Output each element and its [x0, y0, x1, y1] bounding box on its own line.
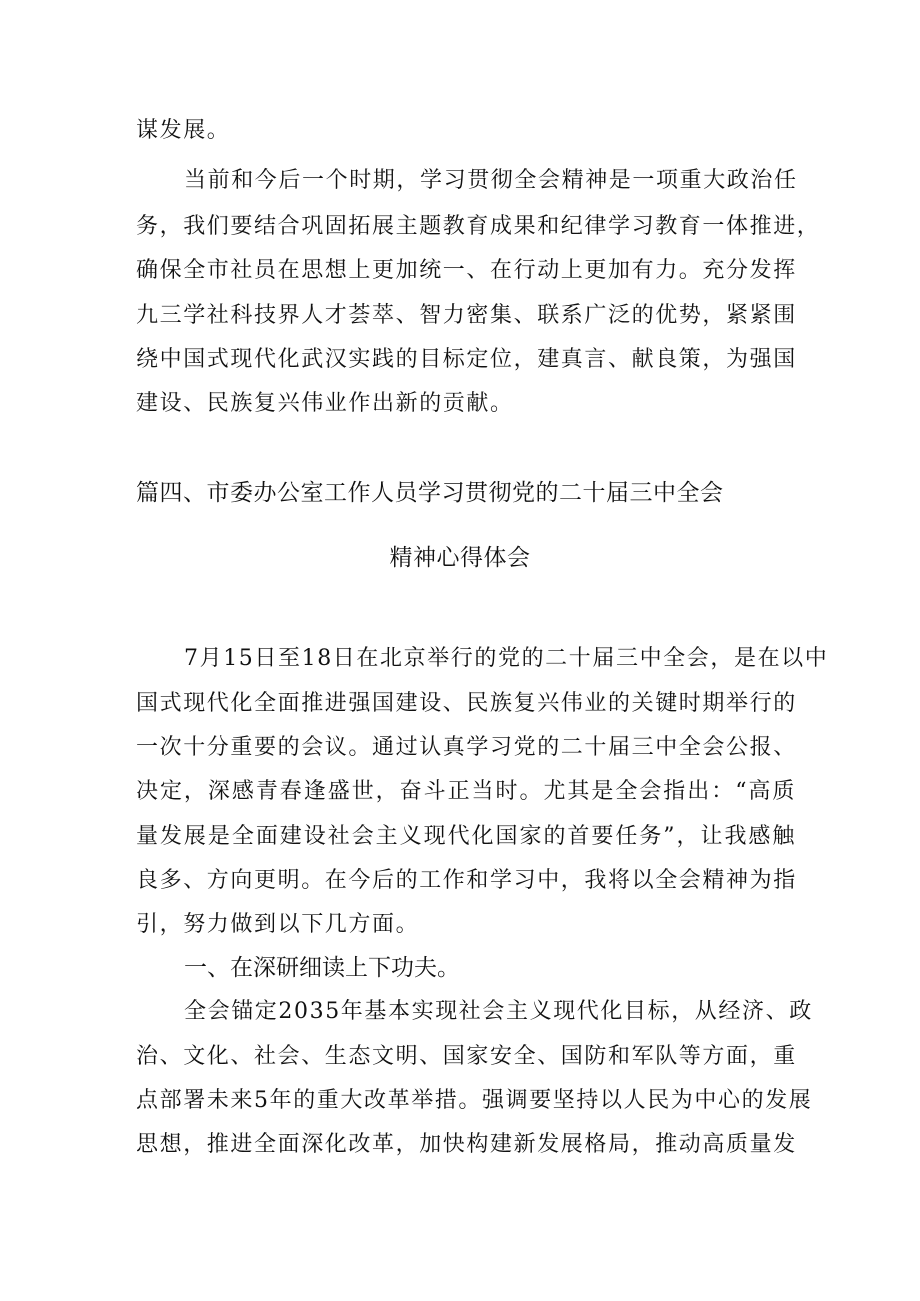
paragraph-line: 引，努力做到以下几方面。	[136, 912, 420, 937]
paragraph-line: 量发展是全面建设社会主义现代化国家的首要任务”，让我感触	[136, 824, 796, 849]
paragraph-line: 九三学社科技界人才荟萃、智力密集、联系广泛的优势，紧紧围	[136, 303, 797, 328]
paragraph-line: 点部署未来5年的重大改革举措。强调要坚持以人民为中心的发展	[136, 1088, 813, 1113]
paragraph-line: 全会锚定2035年基本实现社会主义现代化目标，从经济、政	[184, 999, 813, 1024]
paragraph-line: 一次十分重要的会议。通过认真学习党的二十届三中全会公报、	[136, 735, 797, 760]
section-title-line2: 精神心得体会	[389, 545, 531, 571]
paragraph-line: 治、文化、社会、生态文明、国家安全、国防和军队等方面，重	[136, 1044, 797, 1069]
subheading: 一、在深研细读上下功夫。	[184, 955, 460, 981]
paragraph-line: 确保全市社员在思想上更加统一、在行动上更加有力。充分发挥	[136, 258, 797, 283]
paragraph-line: 建设、民族复兴伟业作出新的贡献。	[136, 391, 514, 416]
paragraph-line: 当前和今后一个时期，学习贯彻全会精神是一项重大政治任	[184, 168, 798, 193]
paragraph-line: 7月15日至18日在北京举行的党的二十届三中全会，是在以中	[184, 646, 829, 671]
paragraph-line: 务，我们要结合巩固拓展主题教育成果和纪律学习教育一体推进，	[136, 214, 821, 239]
section-title-line1: 篇四、市委办公室工作人员学习贯彻党的二十届三中全会	[136, 480, 724, 506]
paragraph-line: 决定，深感青春逢盛世，奋斗正当时。尤其是全会指出：“高质	[136, 779, 796, 804]
paragraph-line: 国式现代化全面推进强国建设、民族复兴伟业的关键时期举行的	[136, 691, 797, 716]
paragraph-line: 绕中国式现代化武汉实践的目标定位，建真言、献良策，为强国	[136, 347, 797, 372]
paragraph-line: 谋发展。	[136, 118, 231, 143]
paragraph-line: 思想，推进全面深化改革，加快构建新发展格局，推动高质量发	[136, 1132, 797, 1157]
paragraph-line: 良多、方向更明。在今后的工作和学习中，我将以全会精神为指	[136, 868, 797, 893]
